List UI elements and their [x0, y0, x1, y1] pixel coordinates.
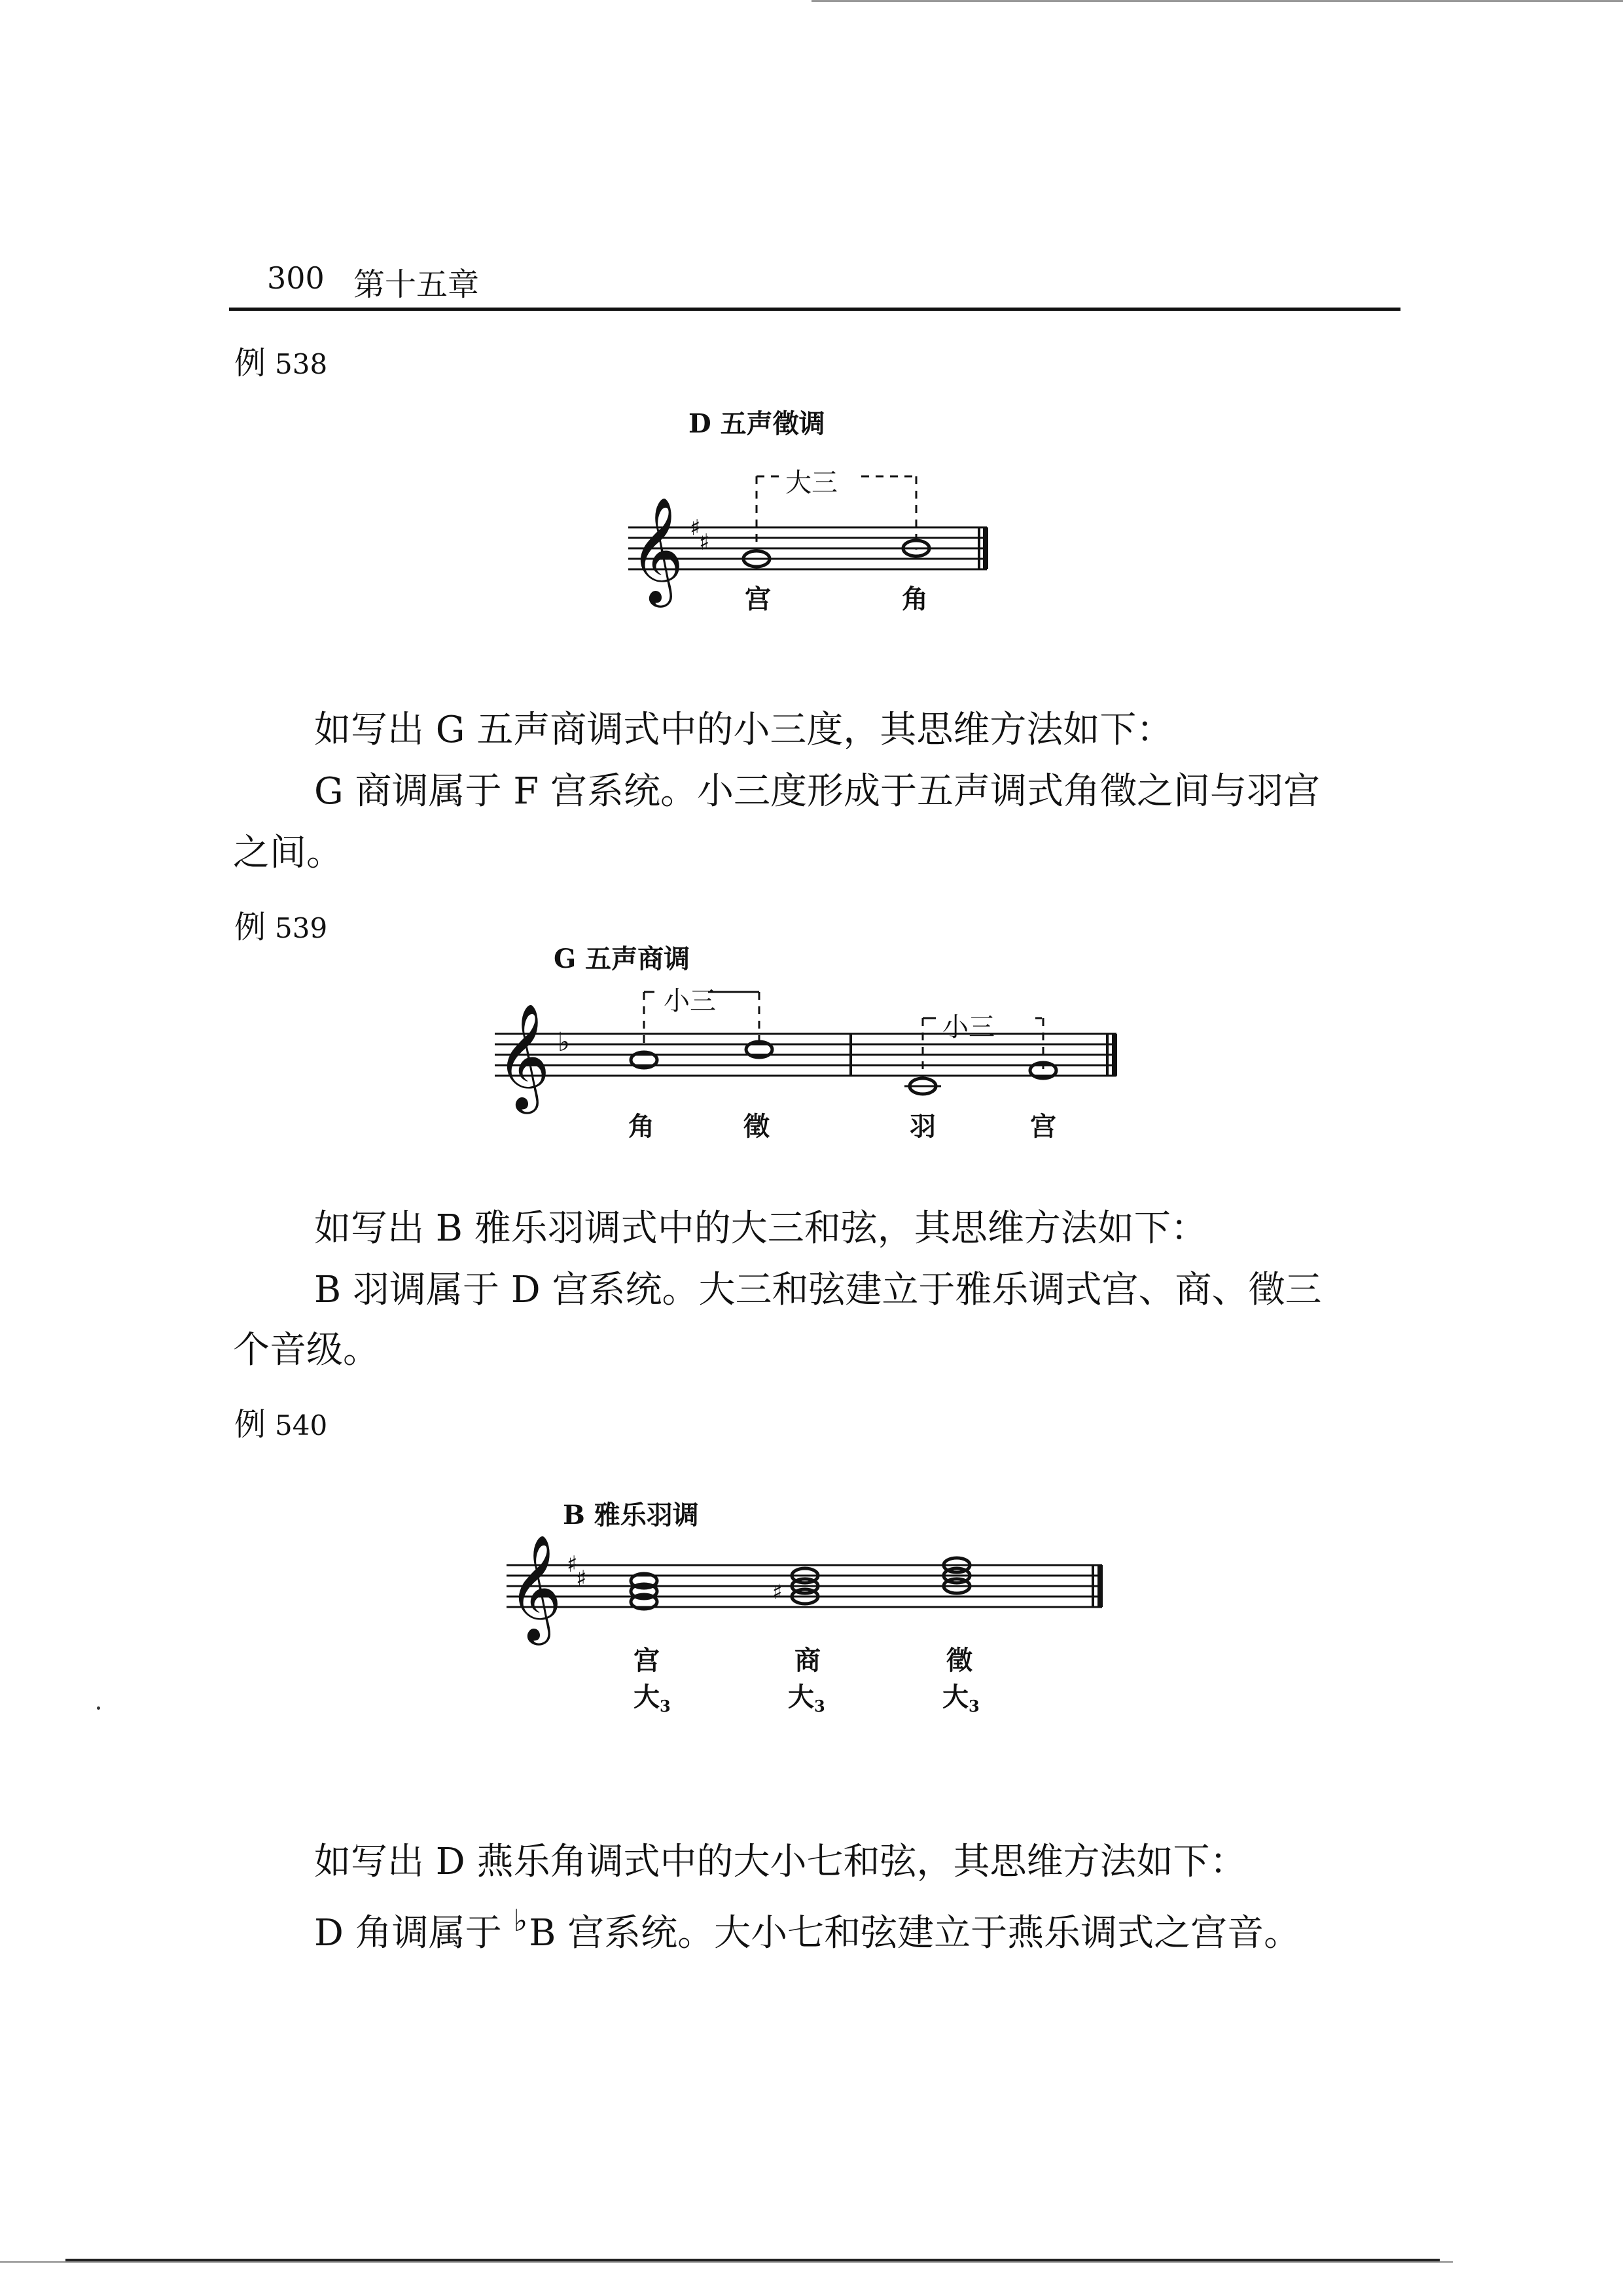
example-number: 539 [275, 912, 328, 944]
paragraph-fragment: D 角调属于 [314, 1912, 502, 1954]
interval-label: 小三 [664, 986, 716, 1016]
syllable-label: 徵 [946, 1645, 972, 1676]
flat-icon: ♭ [558, 1027, 570, 1057]
example-word: 例 [234, 345, 266, 381]
example-label-539 [234, 902, 327, 947]
paragraph-line: 个音级。 [233, 1329, 380, 1371]
interval-label: 大三 [785, 468, 838, 498]
treble-clef-icon: 𝄞 [508, 1534, 562, 1641]
example-word: 例 [234, 909, 266, 945]
sharp-icon: ♯ [772, 1580, 783, 1604]
treble-clef-icon: 𝄞 [630, 497, 684, 603]
sharp-icon: ♯ [699, 529, 710, 556]
syllable-label: 商 [794, 1645, 821, 1676]
bottom-scan-rule-faint [0, 2261, 1453, 2263]
syllable-label: 羽 [910, 1111, 936, 1142]
example-number: 538 [275, 348, 328, 380]
syllable-label: 角 [628, 1111, 654, 1142]
staff-539 [495, 971, 1123, 1148]
paragraph-line: B 羽调属于 D 宫系统。大三和弦建立于雅乐调式宫、商、徵三 [314, 1269, 1322, 1311]
interval-label: 小三 [942, 1012, 995, 1042]
paragraph-line-with-flat [314, 1905, 1300, 1952]
paragraph-line: G 商调属于 F 宫系统。小三度形成于五声调式角徵之间与羽宫 [314, 770, 1320, 813]
paragraph-line: 如写出 G 五声商调式中的小三度，其思维方法如下： [314, 709, 1173, 751]
chapter-title: 第十五章 [353, 266, 480, 303]
example-label-540 [234, 1399, 327, 1444]
chord-quality-label: 大$_3$ [942, 1682, 980, 1716]
syllable-label: 宫 [745, 584, 771, 614]
flat-icon: ♭ [513, 1903, 528, 1938]
page-number: 300 [267, 260, 325, 296]
paragraph-line: 之间。 [233, 832, 343, 874]
chord-quality-label: 大$_3$ [633, 1682, 671, 1716]
example-number: 540 [275, 1409, 328, 1441]
paragraph-line: 如写出 B 雅乐羽调式中的大三和弦，其思维方法如下： [314, 1207, 1207, 1250]
scan-speck [97, 1706, 100, 1710]
music-title-538: D 五声徵调 [688, 408, 825, 439]
example-label-538 [234, 338, 327, 383]
header-rule [229, 308, 1400, 311]
syllable-label: 角 [902, 584, 928, 614]
paragraph-fragment: B 宫系统。大小七和弦建立于燕乐调式之宫音。 [529, 1912, 1301, 1954]
top-edge-rule [812, 0, 1623, 2]
music-title-540: B 雅乐羽调 [563, 1500, 699, 1530]
treble-clef-icon: 𝄞 [496, 1003, 550, 1110]
sharp-icon: ♯ [690, 515, 701, 541]
syllable-label: 宫 [1030, 1111, 1056, 1142]
example-word: 例 [234, 1406, 266, 1443]
music-title-539: G 五声商调 [554, 944, 690, 974]
paragraph-line: 如写出 D 燕乐角调式中的大小七和弦，其思维方法如下： [314, 1841, 1247, 1883]
syllable-label: 宫 [633, 1645, 660, 1676]
chord-quality-label: 大$_3$ [788, 1682, 825, 1716]
syllable-label: 徵 [743, 1111, 770, 1142]
sharp-icon: ♯ [576, 1566, 587, 1592]
sharp-icon: ♯ [567, 1551, 578, 1578]
